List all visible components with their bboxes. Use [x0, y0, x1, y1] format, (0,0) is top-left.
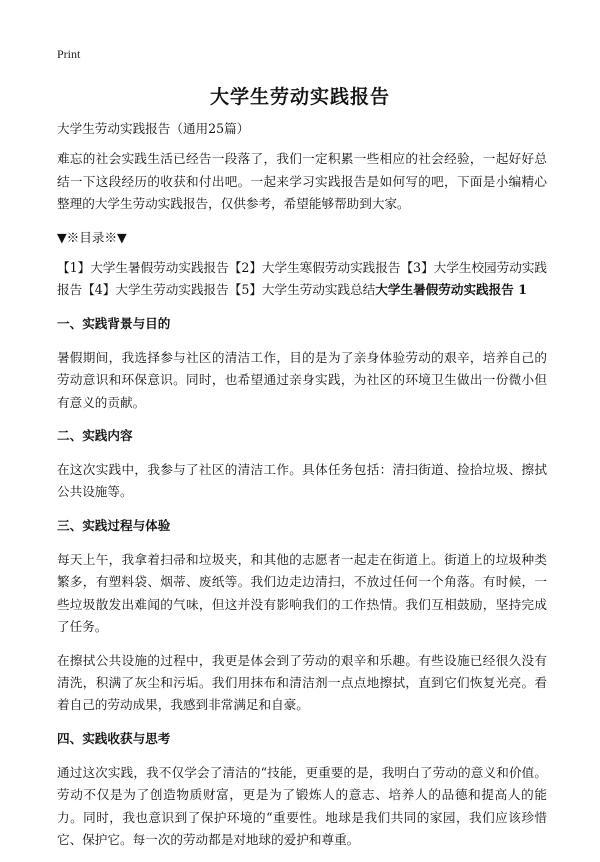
section-paragraph: 在擦拭公共设施的过程中，我更是体会到了劳动的艰辛和乐趣。有些设施已经很久没有清洗，积满了灰尘和污垢。我们用抹布和清洁剂一点点地擦拭，直到它们恢复光亮。看着自己的劳动成果，我感到非常满足和自豪。 [57, 652, 547, 713]
section-heading: 三、实践过程与体验 [57, 517, 171, 533]
toc-links[interactable]: 【1】大学生暑假劳动实践报告【2】大学生寒假劳动实践报告【3】大学生校园劳动实践报告【4】大学生劳动实践报告【5】大学生劳动实践总结 [57, 260, 548, 298]
toc-heading: ▼※目录※▼ [57, 229, 127, 245]
section-paragraph: 每天上午，我拿着扫帚和垃圾夹，和其他的志愿者一起走在街道上。街道上的垃圾种类繁多，有塑料袋、烟蒂、废纸等。我们边走边清扫，不放过任何一个角落。有时候，一些垃圾散发出难闻的气味，但这并没有影响我们的工作热情。我们互相鼓励，坚持完成了任务。 [57, 551, 547, 635]
section-paragraph: 在这次实践中，我参与了社区的清洁工作。具体任务包括：清扫街道、捡拾垃圾、擦拭公共设施等。 [57, 462, 547, 500]
section-heading: 四、实践收获与思考 [57, 730, 171, 746]
document-subtitle: 大学生劳动实践报告（通用25篇） [57, 121, 250, 136]
intro-paragraph: 难忘的社会实践生活已经告一段落了，我们一定积累一些相应的社会经验，一起好好总结一下这段经历的收获和付出吧。一起来学习实践报告是如何写的吧，下面是小编精心整理的大学生劳动实践报告，仅供参考，希望能够帮助到大家。 [57, 151, 547, 212]
section-heading: 一、实践背景与目的 [57, 315, 171, 331]
section-paragraph: 暑假期间，我选择参与社区的清洁工作，目的是为了亲身体验劳动的艰辛，培养自己的劳动意识和环保意识。同时，也希望通过亲身实践，为社区的环境卫生做出一份微小但有意义的贡献。 [57, 349, 547, 410]
print-label: Print [57, 47, 81, 61]
section-heading: 二、实践内容 [57, 428, 133, 444]
document-body [57, 118, 547, 862]
section-paragraph: 通过这次实践，我不仅学会了清洁的“技能，更重要的是，我明白了劳动的意义和价值。劳动不仅是为了创造物质财富，更是为了锻炼人的意志、培养人的品德和提高人的能力。同时，我也意识到了保护环境的“重要性。地球是我们共同的家园，我们应该珍惜它、保护它。每一次的劳动都是对地球的爱护和尊重。 [57, 764, 547, 847]
page-title: 大学生劳动实践报告 [209, 86, 390, 108]
table-of-contents [57, 257, 547, 302]
first-report-title: 大学生暑假劳动实践报告 1 [375, 282, 527, 298]
